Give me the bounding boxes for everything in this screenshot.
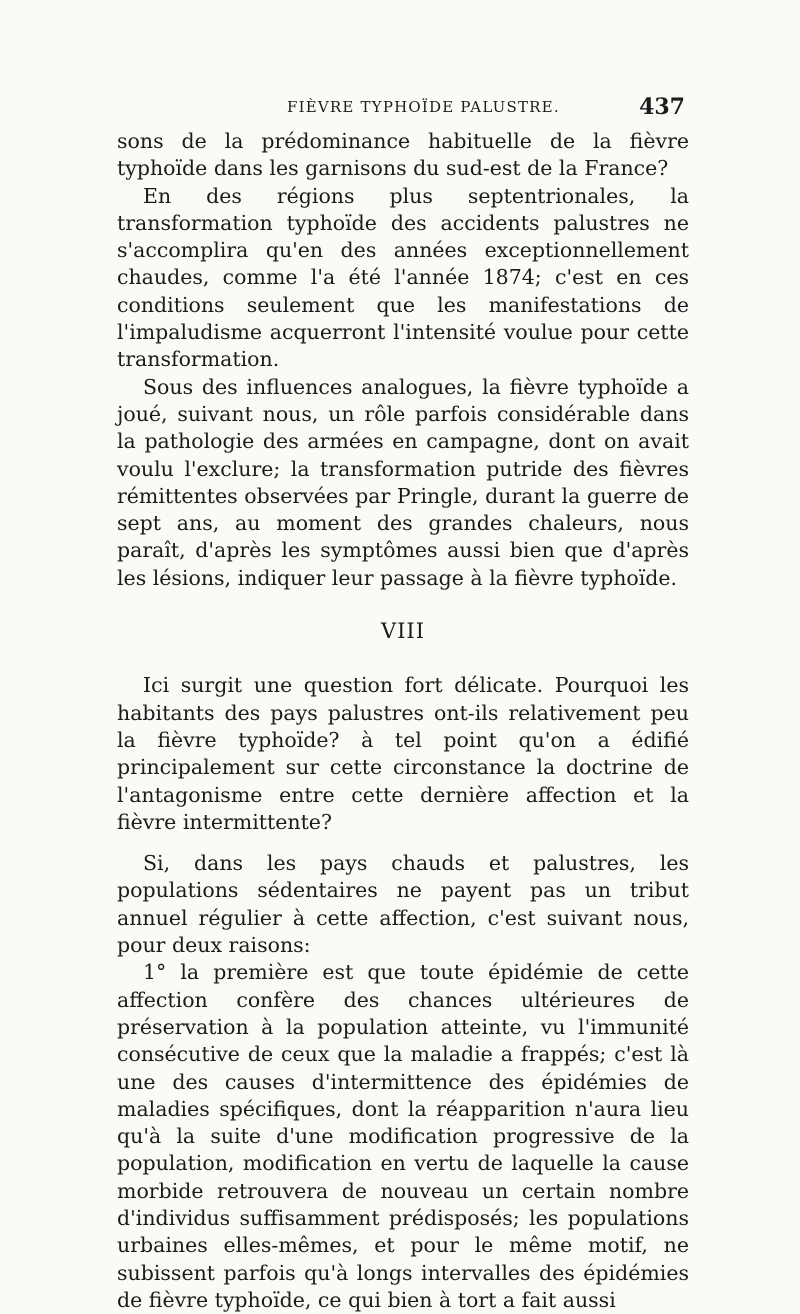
running-title: FIÈVRE TYPHOÏDE PALUSTRE.	[287, 98, 560, 116]
page-header	[117, 94, 685, 124]
paragraph-2: En des régions plus septentrionales, la transformation typhoïde des accidents palustres ne s'accomplira qu'en des années exceptionnellement chaudes, comme l'a été l'année 1874; c'est en ces conditions seulement que les manifestations de l'impaludisme acquerront l'intensité voulue pour cette transformation.	[117, 183, 689, 372]
paragraph-1: sons de la prédominance habituelle de la fièvre typhoïde dans les garnisons du sud-est de la France?	[117, 129, 689, 181]
page-number: 437	[639, 94, 685, 120]
section-heading: VIII	[380, 619, 426, 644]
paragraph-4: Ici surgit une question fort délicate. Pourquoi les habitants des pays palustres ont-ils relativement peu la fièvre typhoïde? à tel point qu'on a édifié principalement sur cette circonstance la doctrine de l'antagonisme entre cette dernière affection et la fièvre intermittente?	[117, 673, 689, 834]
paragraph-3: Sous des influences analogues, la fièvre typhoïde a joué, suivant nous, un rôle parfois considérable dans la pathologie des armées en campagne, dont on avait voulu l'exclure; la transformation putride des fièvres rémittentes observées par Pringle, durant la guerre de sept ans, au moment des grandes chaleurs, nous paraît, d'après les symptômes aussi bien que d'après les lésions, indiquer leur passage à la fièvre typhoïde.	[117, 374, 689, 590]
body-text	[117, 128, 689, 1314]
paragraph-5: Si, dans les pays chauds et palustres, les populations sédentaires ne payent pas un tribut annuel régulier à cette affection, c'est suivant nous, pour deux raisons:	[117, 851, 689, 958]
paragraph-6: 1° la première est que toute épidémie de cette affection confère des chances ultérieures de préservation à la population atteinte, vu l'immunité consécutive de ceux que la maladie a frappés; c'est là une des causes d'intermittence des épidémies de maladies spécifiques, dont la réapparition n'aura lieu qu'à la suite d'une modification progressive de la population, modification en vertu de laquelle la cause morbide retrouvera de nouveau un certain nombre d'individus suffisamment prédisposés; les populations urbaines elles-mêmes, et pour le même motif, ne subissent parfois qu'à longs intervalles des épidémies de fièvre typhoïde, ce qui bien à tort a fait aussi	[117, 960, 689, 1312]
